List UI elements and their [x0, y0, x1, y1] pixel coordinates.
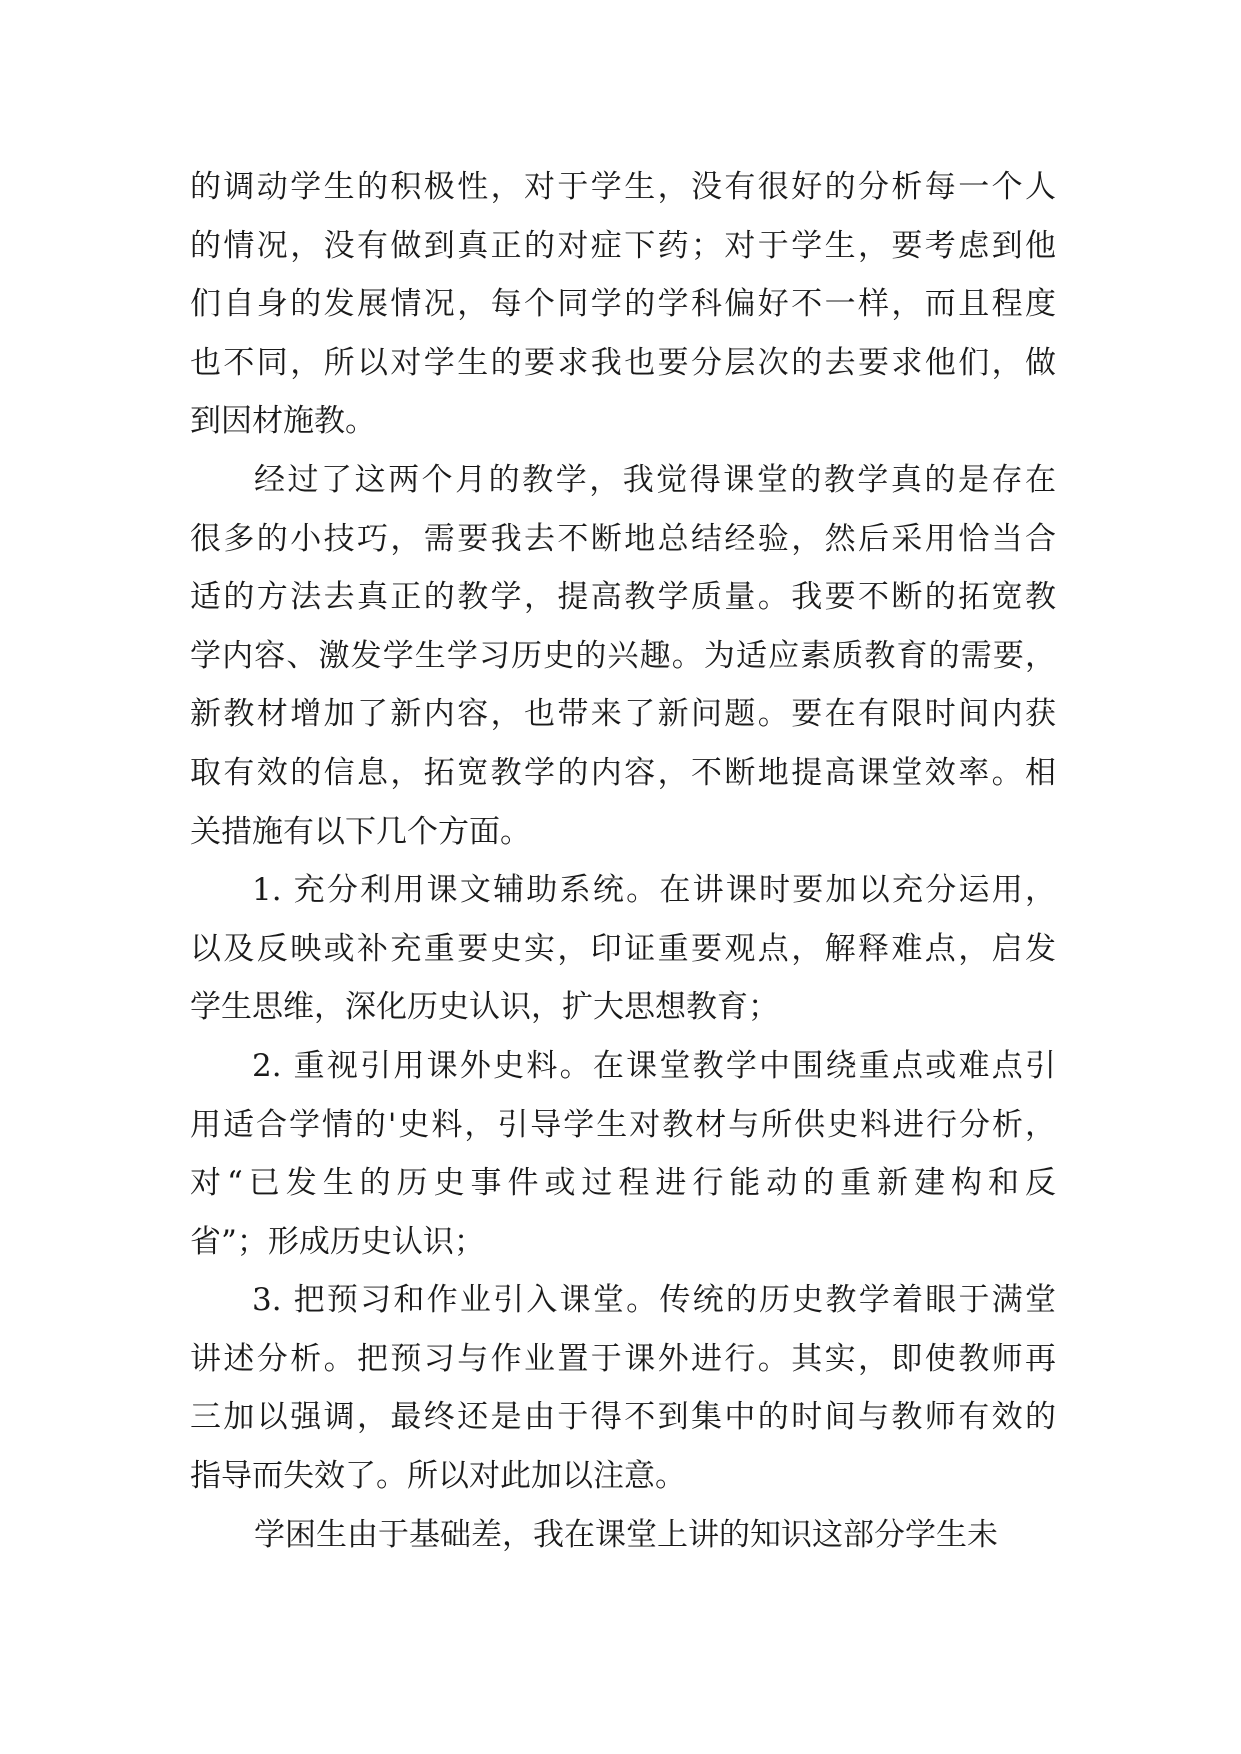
text-line: 三加以强调，最终还是由于得不到集中的时间与教师有效的 [190, 1399, 1056, 1436]
text-line: 的情况，没有做到真正的对症下药；对于学生，要考虑到他 [190, 227, 1056, 264]
text-line: 新教材增加了新内容，也带来了新问题。要在有限时间内获 [190, 696, 1056, 733]
text-line: 取有效的信息，拓宽教学的内容，不断地提高课堂效率。相 [190, 754, 1056, 791]
text-line: 指导而失效了。所以对此加以注意。 [190, 1458, 686, 1495]
paragraph-start-line: 学困生由于基础差，我在课堂上讲的知识这部分学生未 [254, 1516, 998, 1553]
text-line: 们自身的发展情况，每个同学的学科偏好不一样，而且程度 [190, 286, 1056, 323]
text-line: 适的方法去真正的教学，提高教学质量。我要不断的拓宽教 [190, 579, 1056, 616]
text-line: 以及反映或补充重要史实，印证重要观点，解释难点，启发 [190, 930, 1056, 967]
text-line: 学内容、激发学生学习历史的兴趣。为适应素质教育的需要， [190, 637, 1056, 674]
body-text [190, 158, 1056, 1564]
list-item-1-line: 1. 充分利用课文辅助系统。在讲课时要加以充分运用， [252, 872, 1056, 909]
text-line: 很多的小技巧，需要我去不断地总结经验，然后采用恰当合 [190, 520, 1056, 557]
text-line: 学生思维，深化历史认识，扩大思想教育； [190, 989, 779, 1026]
text-line: 的调动学生的积极性，对于学生，没有很好的分析每一个人 [190, 169, 1056, 205]
text-line: 讲述分析。把预习与作业置于课外进行。其实，即使教师再 [190, 1340, 1056, 1377]
list-item-2-line: 2. 重视引用课外史料。在课堂教学中围绕重点或难点引 [252, 1047, 1056, 1084]
text-line: 也不同，所以对学生的要求我也要分层次的去要求他们，做 [190, 344, 1056, 381]
text-line: 关措施有以下几个方面。 [190, 813, 531, 850]
text-line: 用适合学情的'史料，引导学生对教材与所供史料进行分析， [190, 1106, 1056, 1143]
text-line: 省”；形成历史认识； [190, 1223, 485, 1260]
text-line: 对“已发生的历史事件或过程进行能动的重新建构和反 [190, 1165, 1056, 1202]
text-line: 到因材施教。 [190, 403, 376, 440]
list-item-3-line: 3. 把预习和作业引入课堂。传统的历史教学着眼于满堂 [252, 1282, 1056, 1319]
paragraph-start-line: 经过了这两个月的教学，我觉得课堂的教学真的是存在 [254, 461, 1056, 498]
